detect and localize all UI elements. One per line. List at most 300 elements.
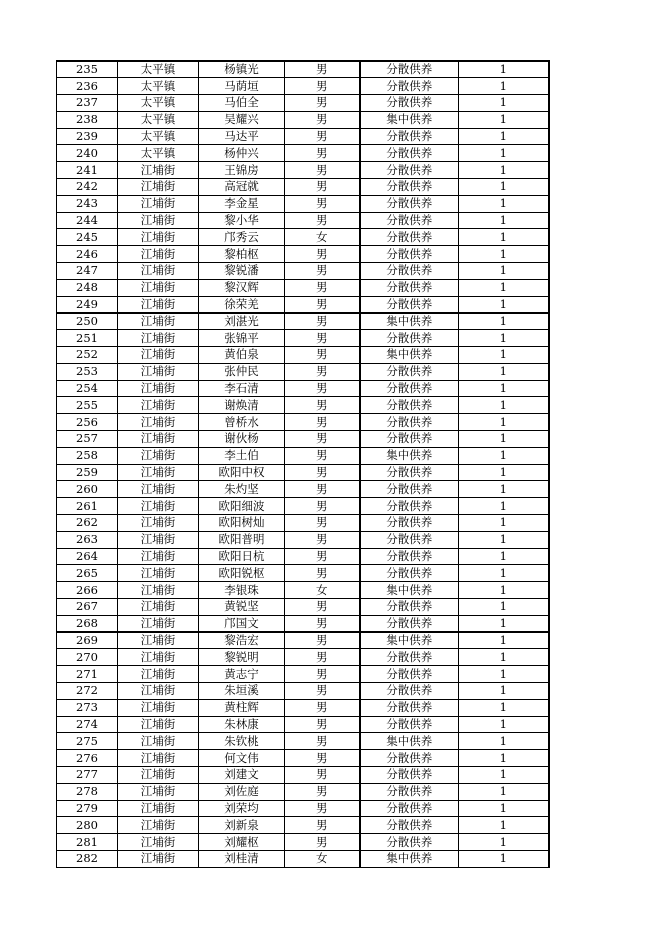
- support-type-cell: 分散供养: [360, 498, 459, 515]
- count-cell: 1: [459, 229, 549, 246]
- support-type-cell: 分散供养: [360, 531, 459, 548]
- gender-cell: 男: [285, 548, 360, 565]
- gender-cell: 男: [285, 330, 360, 347]
- row-number-cell: 277: [57, 766, 118, 783]
- name-cell: 王锦房: [199, 162, 285, 179]
- row-number-cell: 251: [57, 330, 118, 347]
- town-cell: 太平镇: [118, 61, 199, 78]
- town-cell: 江埔街: [118, 800, 199, 817]
- table-row: [57, 363, 549, 380]
- spreadsheet-table: [56, 60, 550, 868]
- town-cell: 江埔街: [118, 498, 199, 515]
- table-row: [57, 834, 549, 851]
- name-cell: 何文伟: [199, 750, 285, 767]
- table-row: [57, 179, 549, 196]
- table-row: [57, 229, 549, 246]
- gender-cell: 男: [285, 615, 360, 632]
- name-cell: 朱林康: [199, 716, 285, 733]
- count-cell: 1: [459, 548, 549, 565]
- count-cell: 1: [459, 380, 549, 397]
- row-number-cell: 276: [57, 750, 118, 767]
- count-cell: 1: [459, 531, 549, 548]
- support-type-cell: 分散供养: [360, 431, 459, 448]
- row-number-cell: 280: [57, 817, 118, 834]
- row-number-cell: 253: [57, 363, 118, 380]
- count-cell: 1: [459, 834, 549, 851]
- row-number-cell: 246: [57, 246, 118, 263]
- town-cell: 太平镇: [118, 145, 199, 162]
- count-cell: 1: [459, 699, 549, 716]
- name-cell: 刘建文: [199, 766, 285, 783]
- name-cell: 李银珠: [199, 582, 285, 599]
- gender-cell: 男: [285, 733, 360, 750]
- support-type-cell: 分散供养: [360, 750, 459, 767]
- gender-cell: 男: [285, 111, 360, 128]
- row-number-cell: 255: [57, 397, 118, 414]
- gender-cell: 男: [285, 414, 360, 431]
- gender-cell: 女: [285, 850, 360, 867]
- support-type-cell: 分散供养: [360, 229, 459, 246]
- gender-cell: 男: [285, 632, 360, 649]
- count-cell: 1: [459, 195, 549, 212]
- name-cell: 刘湛光: [199, 313, 285, 330]
- town-cell: 太平镇: [118, 128, 199, 145]
- name-cell: 黎锐明: [199, 649, 285, 666]
- count-cell: 1: [459, 212, 549, 229]
- count-cell: 1: [459, 649, 549, 666]
- name-cell: 黎锐潘: [199, 263, 285, 280]
- table-row: [57, 800, 549, 817]
- row-number-cell: 237: [57, 95, 118, 112]
- name-cell: 朱钦桃: [199, 733, 285, 750]
- table-row: [57, 195, 549, 212]
- name-cell: 吴耀兴: [199, 111, 285, 128]
- town-cell: 江埔街: [118, 229, 199, 246]
- table-row: [57, 817, 549, 834]
- gender-cell: 男: [285, 363, 360, 380]
- table-row: [57, 464, 549, 481]
- table-row: [57, 649, 549, 666]
- count-cell: 1: [459, 582, 549, 599]
- table-row: [57, 515, 549, 532]
- name-cell: 刘新泉: [199, 817, 285, 834]
- row-number-cell: 271: [57, 666, 118, 683]
- count-cell: 1: [459, 682, 549, 699]
- name-cell: 刘荣均: [199, 800, 285, 817]
- row-number-cell: 248: [57, 279, 118, 296]
- row-number-cell: 260: [57, 481, 118, 498]
- table-row: [57, 783, 549, 800]
- support-type-cell: 分散供养: [360, 179, 459, 196]
- count-cell: 1: [459, 397, 549, 414]
- count-cell: 1: [459, 464, 549, 481]
- count-cell: 1: [459, 61, 549, 78]
- table-row: [57, 263, 549, 280]
- row-number-cell: 278: [57, 783, 118, 800]
- table-row: [57, 481, 549, 498]
- support-type-cell: 分散供养: [360, 464, 459, 481]
- row-number-cell: 247: [57, 263, 118, 280]
- count-cell: 1: [459, 800, 549, 817]
- table-row: [57, 699, 549, 716]
- count-cell: 1: [459, 363, 549, 380]
- name-cell: 黄柱辉: [199, 699, 285, 716]
- table-row: [57, 313, 549, 330]
- town-cell: 江埔街: [118, 279, 199, 296]
- count-cell: 1: [459, 481, 549, 498]
- name-cell: 杨镇光: [199, 61, 285, 78]
- name-cell: 黎浩宏: [199, 632, 285, 649]
- table-row: [57, 162, 549, 179]
- support-type-cell: 集中供养: [360, 313, 459, 330]
- name-cell: 黎小华: [199, 212, 285, 229]
- gender-cell: 男: [285, 179, 360, 196]
- town-cell: 江埔街: [118, 850, 199, 867]
- count-cell: 1: [459, 128, 549, 145]
- table-row: [57, 548, 549, 565]
- table-row: [57, 330, 549, 347]
- count-cell: 1: [459, 330, 549, 347]
- count-cell: 1: [459, 246, 549, 263]
- support-type-cell: 分散供养: [360, 699, 459, 716]
- row-number-cell: 249: [57, 296, 118, 313]
- town-cell: 江埔街: [118, 179, 199, 196]
- town-cell: 江埔街: [118, 733, 199, 750]
- gender-cell: 男: [285, 498, 360, 515]
- support-type-cell: 分散供养: [360, 565, 459, 582]
- town-cell: 太平镇: [118, 95, 199, 112]
- count-cell: 1: [459, 111, 549, 128]
- town-cell: 江埔街: [118, 481, 199, 498]
- town-cell: 太平镇: [118, 78, 199, 95]
- support-type-cell: 集中供养: [360, 733, 459, 750]
- gender-cell: 男: [285, 649, 360, 666]
- support-type-cell: 集中供养: [360, 111, 459, 128]
- town-cell: 江埔街: [118, 195, 199, 212]
- gender-cell: 男: [285, 565, 360, 582]
- town-cell: 江埔街: [118, 363, 199, 380]
- support-type-cell: 分散供养: [360, 263, 459, 280]
- gender-cell: 男: [285, 145, 360, 162]
- town-cell: 江埔街: [118, 464, 199, 481]
- town-cell: 江埔街: [118, 347, 199, 364]
- table-row: [57, 615, 549, 632]
- count-cell: 1: [459, 447, 549, 464]
- row-number-cell: 273: [57, 699, 118, 716]
- count-cell: 1: [459, 599, 549, 616]
- count-cell: 1: [459, 766, 549, 783]
- table-row: [57, 498, 549, 515]
- count-cell: 1: [459, 313, 549, 330]
- town-cell: 江埔街: [118, 783, 199, 800]
- count-cell: 1: [459, 733, 549, 750]
- table-row: [57, 414, 549, 431]
- town-cell: 江埔街: [118, 330, 199, 347]
- town-cell: 江埔街: [118, 682, 199, 699]
- table-row: [57, 347, 549, 364]
- row-number-cell: 274: [57, 716, 118, 733]
- row-number-cell: 252: [57, 347, 118, 364]
- name-cell: 欧阳中权: [199, 464, 285, 481]
- table-row: [57, 582, 549, 599]
- name-cell: 杨仲兴: [199, 145, 285, 162]
- name-cell: 欧阳日杭: [199, 548, 285, 565]
- count-cell: 1: [459, 179, 549, 196]
- support-type-cell: 分散供养: [360, 766, 459, 783]
- row-number-cell: 259: [57, 464, 118, 481]
- gender-cell: 男: [285, 246, 360, 263]
- table-row: [57, 397, 549, 414]
- gender-cell: 男: [285, 279, 360, 296]
- count-cell: 1: [459, 750, 549, 767]
- name-cell: 李金星: [199, 195, 285, 212]
- row-number-cell: 236: [57, 78, 118, 95]
- support-type-cell: 分散供养: [360, 834, 459, 851]
- row-number-cell: 275: [57, 733, 118, 750]
- table-row: [57, 531, 549, 548]
- support-type-cell: 分散供养: [360, 481, 459, 498]
- support-type-cell: 分散供养: [360, 666, 459, 683]
- table-body: [57, 61, 549, 867]
- count-cell: 1: [459, 347, 549, 364]
- gender-cell: 男: [285, 531, 360, 548]
- support-type-cell: 集中供养: [360, 447, 459, 464]
- table-row: [57, 246, 549, 263]
- support-type-cell: 分散供养: [360, 682, 459, 699]
- town-cell: 江埔街: [118, 699, 199, 716]
- name-cell: 刘桂清: [199, 850, 285, 867]
- row-number-cell: 238: [57, 111, 118, 128]
- count-cell: 1: [459, 431, 549, 448]
- table-row: [57, 111, 549, 128]
- support-type-cell: 分散供养: [360, 599, 459, 616]
- gender-cell: 男: [285, 783, 360, 800]
- table-row: [57, 599, 549, 616]
- gender-cell: 男: [285, 699, 360, 716]
- town-cell: 江埔街: [118, 296, 199, 313]
- support-type-cell: 集中供养: [360, 632, 459, 649]
- support-type-cell: 分散供养: [360, 515, 459, 532]
- table-row: [57, 95, 549, 112]
- town-cell: 江埔街: [118, 548, 199, 565]
- gender-cell: 男: [285, 347, 360, 364]
- gender-cell: 男: [285, 78, 360, 95]
- town-cell: 江埔街: [118, 162, 199, 179]
- name-cell: 徐荣羌: [199, 296, 285, 313]
- support-type-cell: 分散供养: [360, 78, 459, 95]
- town-cell: 江埔街: [118, 397, 199, 414]
- town-cell: 江埔街: [118, 515, 199, 532]
- name-cell: 刘耀枢: [199, 834, 285, 851]
- gender-cell: 男: [285, 766, 360, 783]
- gender-cell: 男: [285, 212, 360, 229]
- row-number-cell: 244: [57, 212, 118, 229]
- table-row: [57, 279, 549, 296]
- table-row: [57, 78, 549, 95]
- gender-cell: 男: [285, 750, 360, 767]
- support-type-cell: 集中供养: [360, 347, 459, 364]
- town-cell: 江埔街: [118, 447, 199, 464]
- gender-cell: 男: [285, 481, 360, 498]
- gender-cell: 男: [285, 666, 360, 683]
- count-cell: 1: [459, 850, 549, 867]
- row-number-cell: 264: [57, 548, 118, 565]
- name-cell: 李土伯: [199, 447, 285, 464]
- town-cell: 江埔街: [118, 615, 199, 632]
- gender-cell: 女: [285, 229, 360, 246]
- count-cell: 1: [459, 414, 549, 431]
- row-number-cell: 268: [57, 615, 118, 632]
- name-cell: 欧阳细波: [199, 498, 285, 515]
- support-type-cell: 分散供养: [360, 162, 459, 179]
- row-number-cell: 281: [57, 834, 118, 851]
- name-cell: 欧阳树灿: [199, 515, 285, 532]
- town-cell: 江埔街: [118, 632, 199, 649]
- gender-cell: 男: [285, 313, 360, 330]
- count-cell: 1: [459, 632, 549, 649]
- table-row: [57, 750, 549, 767]
- town-cell: 江埔街: [118, 766, 199, 783]
- gender-cell: 男: [285, 431, 360, 448]
- gender-cell: 女: [285, 582, 360, 599]
- support-type-cell: 分散供养: [360, 380, 459, 397]
- row-number-cell: 267: [57, 599, 118, 616]
- name-cell: 欧阳锐枢: [199, 565, 285, 582]
- row-number-cell: 239: [57, 128, 118, 145]
- row-number-cell: 261: [57, 498, 118, 515]
- row-number-cell: 269: [57, 632, 118, 649]
- support-type-cell: 分散供养: [360, 817, 459, 834]
- town-cell: 江埔街: [118, 380, 199, 397]
- gender-cell: 男: [285, 128, 360, 145]
- support-type-cell: 分散供养: [360, 61, 459, 78]
- row-number-cell: 250: [57, 313, 118, 330]
- gender-cell: 男: [285, 397, 360, 414]
- support-type-cell: 分散供养: [360, 279, 459, 296]
- support-type-cell: 分散供养: [360, 296, 459, 313]
- support-type-cell: 分散供养: [360, 363, 459, 380]
- gender-cell: 男: [285, 682, 360, 699]
- table-row: [57, 850, 549, 867]
- row-number-cell: 263: [57, 531, 118, 548]
- support-type-cell: 分散供养: [360, 716, 459, 733]
- table-row: [57, 431, 549, 448]
- count-cell: 1: [459, 615, 549, 632]
- row-number-cell: 258: [57, 447, 118, 464]
- town-cell: 江埔街: [118, 599, 199, 616]
- town-cell: 江埔街: [118, 313, 199, 330]
- table-row: [57, 447, 549, 464]
- support-type-cell: 分散供养: [360, 195, 459, 212]
- count-cell: 1: [459, 515, 549, 532]
- support-type-cell: 分散供养: [360, 800, 459, 817]
- town-cell: 江埔街: [118, 582, 199, 599]
- town-cell: 江埔街: [118, 531, 199, 548]
- row-number-cell: 241: [57, 162, 118, 179]
- count-cell: 1: [459, 565, 549, 582]
- support-type-cell: 分散供养: [360, 95, 459, 112]
- town-cell: 江埔街: [118, 246, 199, 263]
- support-type-cell: 分散供养: [360, 246, 459, 263]
- town-cell: 江埔街: [118, 716, 199, 733]
- count-cell: 1: [459, 296, 549, 313]
- count-cell: 1: [459, 162, 549, 179]
- name-cell: 高冠就: [199, 179, 285, 196]
- support-type-cell: 分散供养: [360, 128, 459, 145]
- name-cell: 朱灼坚: [199, 481, 285, 498]
- gender-cell: 男: [285, 162, 360, 179]
- table-row: [57, 128, 549, 145]
- town-cell: 江埔街: [118, 212, 199, 229]
- name-cell: 谢焕清: [199, 397, 285, 414]
- support-type-cell: 分散供养: [360, 548, 459, 565]
- count-cell: 1: [459, 783, 549, 800]
- name-cell: 黄伯泉: [199, 347, 285, 364]
- count-cell: 1: [459, 95, 549, 112]
- support-type-cell: 分散供养: [360, 783, 459, 800]
- row-number-cell: 279: [57, 800, 118, 817]
- support-type-cell: 集中供养: [360, 850, 459, 867]
- name-cell: 谢伙杨: [199, 431, 285, 448]
- name-cell: 马达平: [199, 128, 285, 145]
- name-cell: 李石清: [199, 380, 285, 397]
- town-cell: 太平镇: [118, 111, 199, 128]
- name-cell: 黎柏枢: [199, 246, 285, 263]
- gender-cell: 男: [285, 61, 360, 78]
- town-cell: 江埔街: [118, 834, 199, 851]
- row-number-cell: 240: [57, 145, 118, 162]
- table-row: [57, 766, 549, 783]
- row-number-cell: 266: [57, 582, 118, 599]
- name-cell: 刘佐庭: [199, 783, 285, 800]
- table-row: [57, 666, 549, 683]
- table-row: [57, 733, 549, 750]
- gender-cell: 男: [285, 716, 360, 733]
- name-cell: 黄锐坚: [199, 599, 285, 616]
- name-cell: 黄志宁: [199, 666, 285, 683]
- row-number-cell: 243: [57, 195, 118, 212]
- name-cell: 欧阳普明: [199, 531, 285, 548]
- row-number-cell: 270: [57, 649, 118, 666]
- town-cell: 江埔街: [118, 565, 199, 582]
- count-cell: 1: [459, 279, 549, 296]
- name-cell: 邝国文: [199, 615, 285, 632]
- row-number-cell: 235: [57, 61, 118, 78]
- gender-cell: 男: [285, 599, 360, 616]
- row-number-cell: 254: [57, 380, 118, 397]
- table-row: [57, 296, 549, 313]
- gender-cell: 男: [285, 95, 360, 112]
- town-cell: 江埔街: [118, 649, 199, 666]
- row-number-cell: 242: [57, 179, 118, 196]
- gender-cell: 男: [285, 464, 360, 481]
- support-type-cell: 集中供养: [360, 582, 459, 599]
- support-type-cell: 分散供养: [360, 397, 459, 414]
- name-cell: 朱垣溪: [199, 682, 285, 699]
- row-number-cell: 265: [57, 565, 118, 582]
- town-cell: 江埔街: [118, 817, 199, 834]
- town-cell: 江埔街: [118, 414, 199, 431]
- table-row: [57, 565, 549, 582]
- support-type-cell: 分散供养: [360, 145, 459, 162]
- table-row: [57, 632, 549, 649]
- count-cell: 1: [459, 145, 549, 162]
- table-row: [57, 212, 549, 229]
- gender-cell: 男: [285, 447, 360, 464]
- count-cell: 1: [459, 666, 549, 683]
- table-row: [57, 716, 549, 733]
- table-row: [57, 61, 549, 78]
